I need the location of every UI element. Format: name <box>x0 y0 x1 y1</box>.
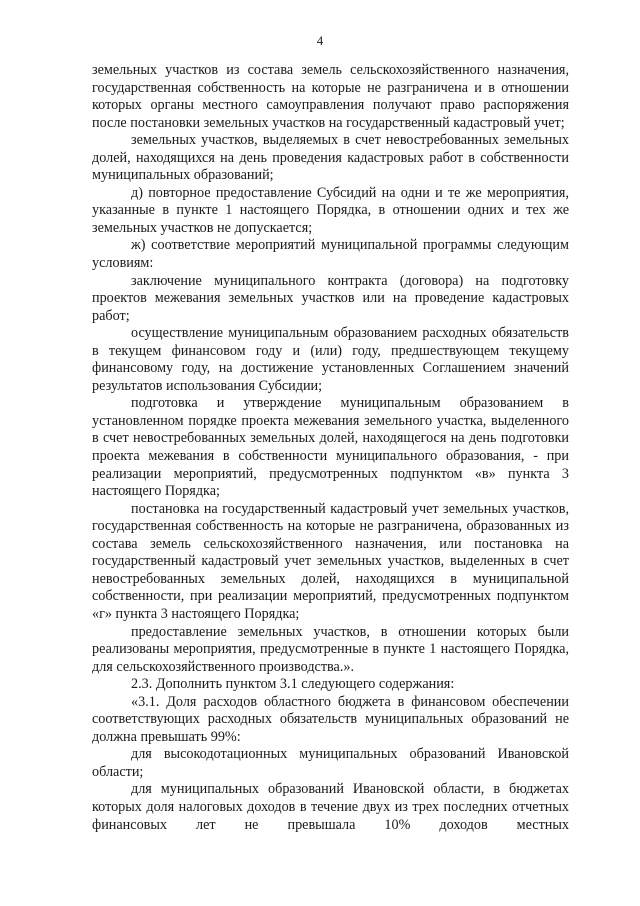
paragraph: предоставление земельных участков, в отношении которых были реализованы мероприятия, предусмотренные в пункте 1 настоящего Порядка, для сельскохозяйственного производства.». <box>92 623 569 675</box>
paragraph-continuation: земельных участков из состава земель сельскохозяйственного назначения, государственная собственность на которые не разграничена и в отношении которых органы местного самоуправления получают право распоряжения после постановки земельных участков на государственный кадастровый учет; <box>92 62 569 131</box>
document-body <box>92 62 569 834</box>
paragraph: подготовка и утверждение муниципальным образованием в установленном порядке проекта межевания земельного участка, выделенного в счет невостребованных земельных долей, находящегося на день подготовки проекта межевания в собственности муниципального образования, - при реализации мероприятий, предусмотренных подпунктом «в» пункта 3 настоящего Порядка; <box>92 395 569 500</box>
paragraph-section-2-3: 2.3. Дополнить пунктом 3.1 следующего содержания: <box>131 676 455 693</box>
paragraph: для муниципальных образований Ивановской области, в бюджетах которых доля налоговых доходов в течение двух из трех последних отчетных финансовых лет не превышала 10% доходов местных <box>92 781 569 833</box>
paragraph-point-3-1: «3.1. Доля расходов областного бюджета в финансовом обеспечении соответствующих расходных обязательств муниципальных образований не должна превышать 99%: <box>92 693 569 745</box>
paragraph: осуществление муниципальным образованием расходных обязательств в текущем финансовом году и (или) году, предшествующем текущему финансовому году, на достижение установленных Соглашением значений результатов использования Субсидии; <box>92 325 569 394</box>
paragraph: заключение муниципального контракта (договора) на подготовку проектов межевания земельных участков или на проведение кадастровых работ; <box>92 272 569 324</box>
paragraph: для высокодотационных муниципальных образований Ивановской области; <box>92 746 569 780</box>
paragraph-subpoint-zh: ж) соответствие мероприятий муниципальной программы следующим условиям: <box>92 237 569 272</box>
paragraph: земельных участков, выделяемых в счет невостребованных земельных долей, находящихся на день проведения кадастровых работ в собственности муниципальных образований; <box>92 132 569 184</box>
paragraph-subpoint-d: д) повторное предоставление Субсидий на одни и те же мероприятия, указанные в пункте 1 настоящего Порядка, в отношении одних и тех же земельных участков не допускается; <box>92 184 569 236</box>
page-number: 4 <box>316 33 324 48</box>
paragraph: постановка на государственный кадастровый учет земельных участков, государственная собственность на которые не разграничена, образованных из состава земель сельскохозяйственного назначения, или постановка на государственный кадастровый учет земельных участков, выделенных в счет невостребованных земельных долей, находящихся в муниципальной собственности, при реализации мероприятий, предусмотренных подпунктом «г» пункта 3 настоящего Порядка; <box>92 500 569 622</box>
